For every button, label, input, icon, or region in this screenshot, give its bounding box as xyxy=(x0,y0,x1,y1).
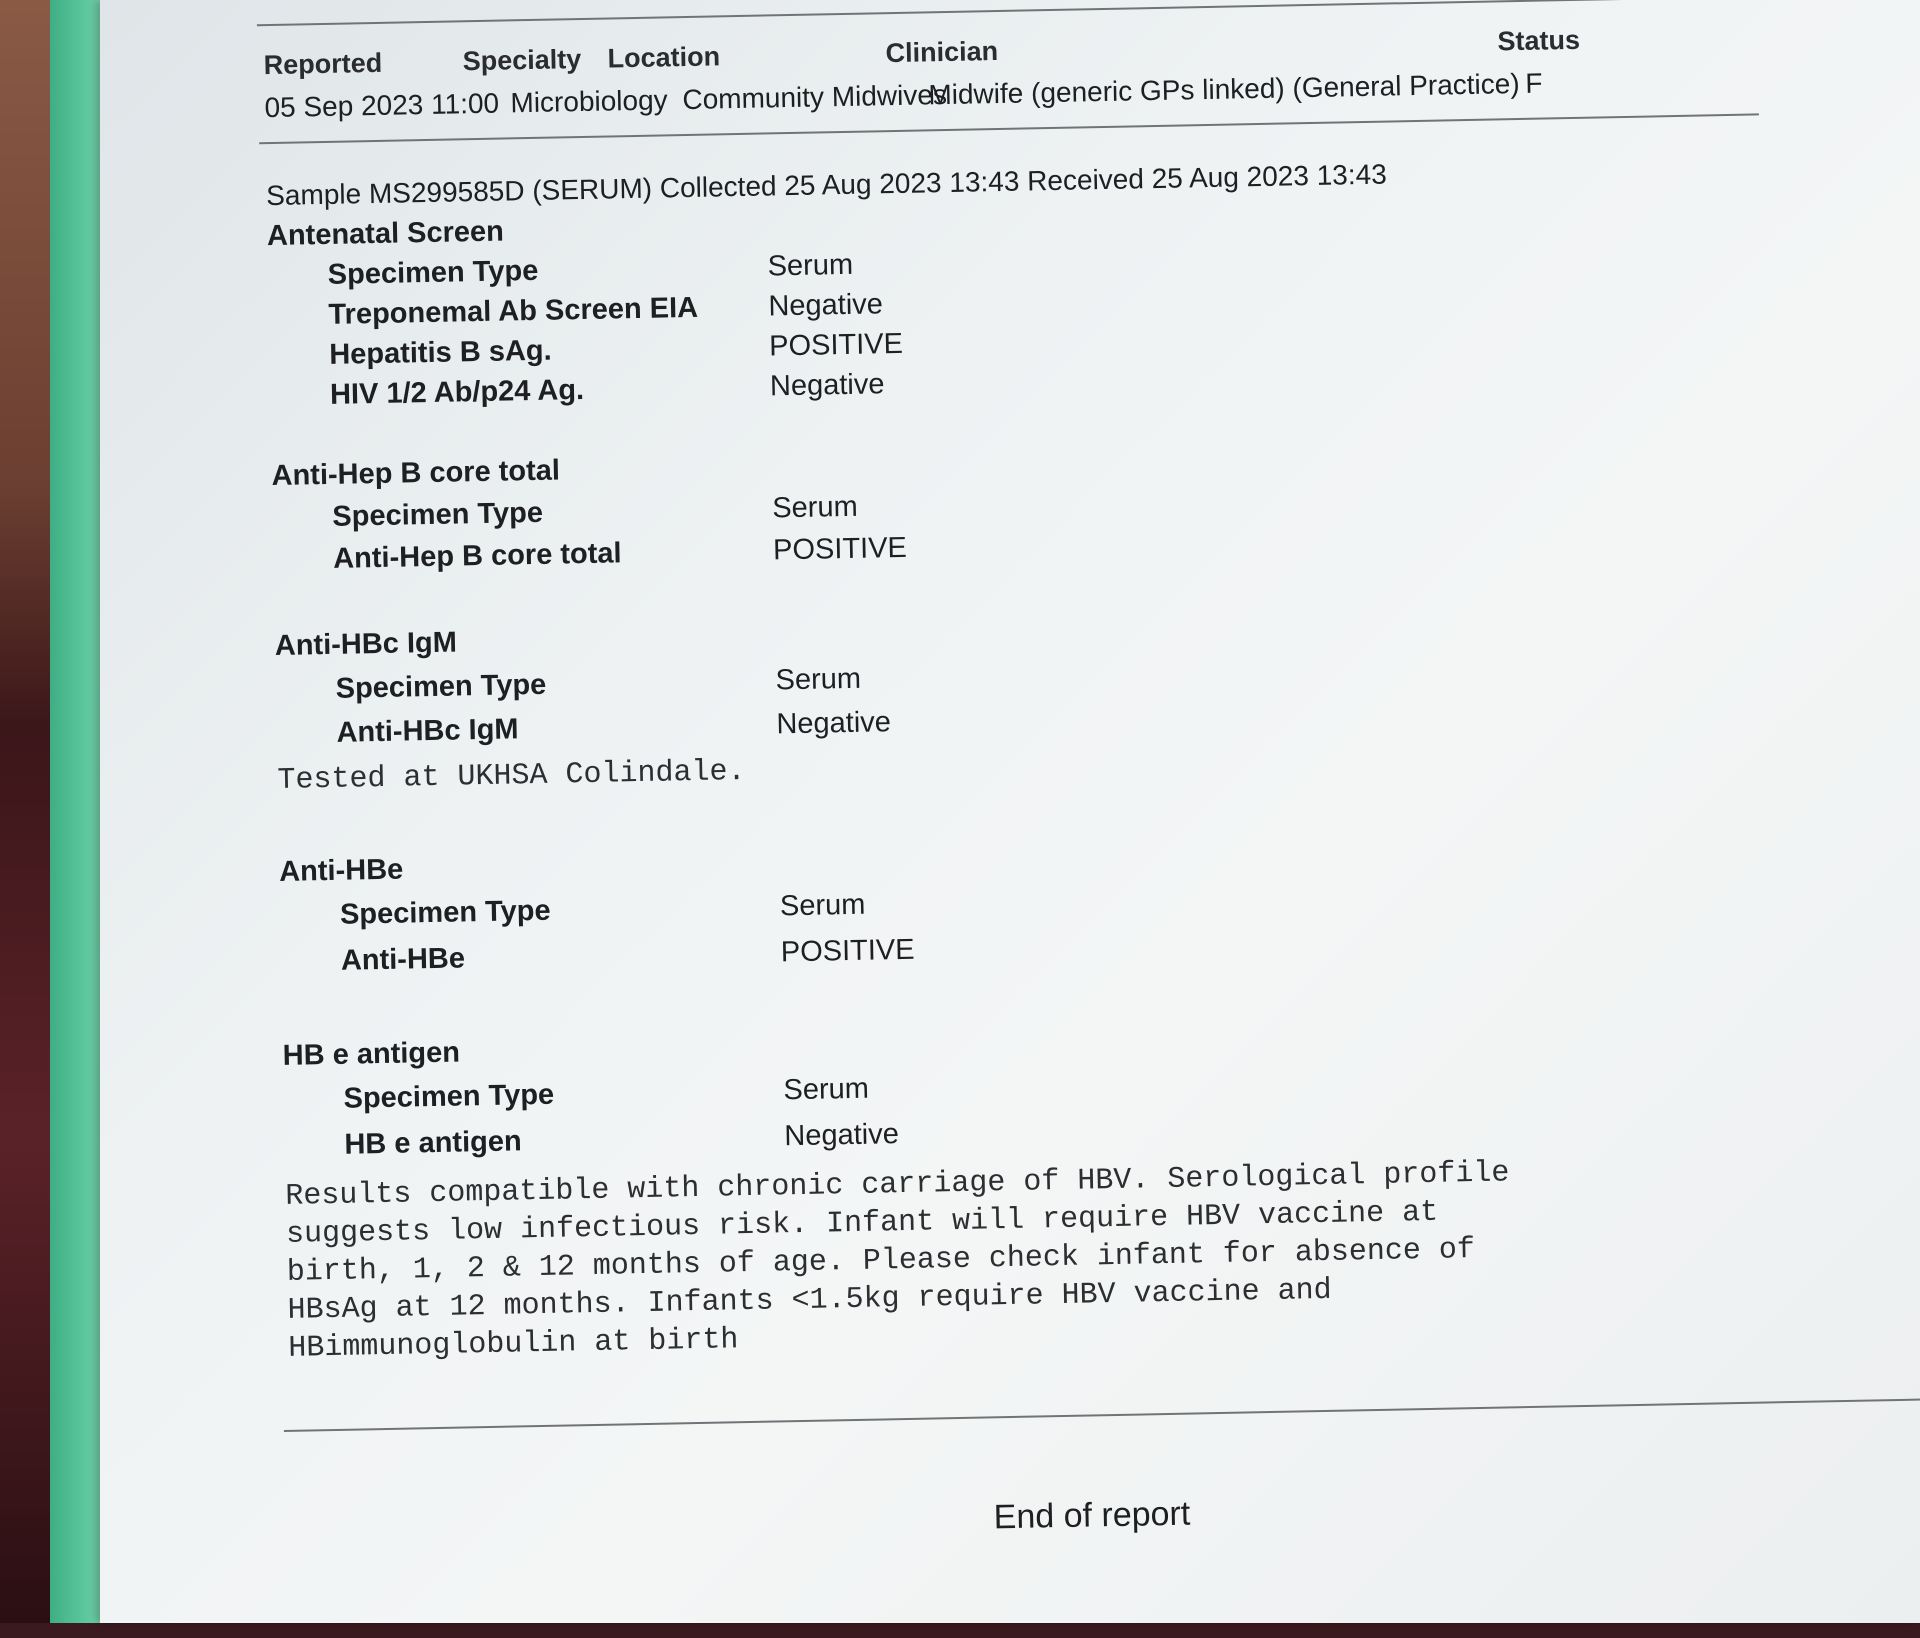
test-result: Serum xyxy=(775,662,862,697)
test-result: Negative xyxy=(768,288,884,323)
status-header: Status xyxy=(1497,24,1581,57)
test-result: Negative xyxy=(769,368,885,403)
test-label: Treponemal Ab Screen EIA xyxy=(328,291,699,331)
test-label: Anti-Hep B core total xyxy=(332,537,622,575)
top-rule xyxy=(257,0,1857,26)
test-label: Specimen Type xyxy=(332,496,544,533)
reported-header: Reported xyxy=(263,47,383,81)
clinician-value: Midwife (generic GPs linked) (General Practice) xyxy=(928,67,1520,111)
test-label: HB e antigen xyxy=(344,1125,522,1161)
sample-line: Sample MS299585D (SERUM) Collected 25 Aug 2023 13:43 Received 25 Aug 2023 13:43 xyxy=(265,158,1388,212)
test-label: Specimen Type xyxy=(335,668,547,705)
test-result: POSITIVE xyxy=(772,531,908,567)
section-title-anti-hbc-igm: Anti-HBc IgM xyxy=(274,626,458,662)
test-result: Serum xyxy=(783,1072,870,1107)
location-value: Community Midwives xyxy=(682,78,948,116)
test-result: POSITIVE xyxy=(768,327,904,363)
test-result: Serum xyxy=(771,490,859,525)
test-result: POSITIVE xyxy=(780,933,915,969)
test-result: Negative xyxy=(784,1118,900,1153)
test-result: Negative xyxy=(776,706,892,741)
test-label: Specimen Type xyxy=(339,894,551,931)
tested-at-note: Tested at UKHSA Colindale. xyxy=(277,754,746,798)
test-label: Specimen Type xyxy=(327,254,539,291)
end-of-report: End of report xyxy=(993,1494,1191,1537)
clinician-header: Clinician xyxy=(885,36,999,69)
test-result: Serum xyxy=(779,888,866,923)
test-label: HIV 1/2 Ab/p24 Ag. xyxy=(329,374,585,411)
bottom-rule xyxy=(284,1398,1920,1432)
report-content xyxy=(87,0,1920,1638)
interpretive-comment: Results compatible with chronic carriage of HBV. Serological profile suggests low infectious risk. Infant will require HBV vaccine at birth, 1, 2 & 12 months of age. Please check infant for absence of HBsAg at 12 months. Infants <1.5kg require HBV vaccine and HBimmunoglobulin at birth xyxy=(285,1156,1510,1366)
test-label: Hepatitis B sAg. xyxy=(328,334,552,371)
section-title-antenatal-screen: Antenatal Screen xyxy=(266,215,505,253)
section-title-anti-hep-b-core-total: Anti-Hep B core total xyxy=(271,454,561,493)
section-title-anti-hbe: Anti-HBe xyxy=(278,853,404,888)
test-label: Anti-HBc IgM xyxy=(336,713,519,749)
section-title-hb-e-antigen: HB e antigen xyxy=(282,1036,461,1072)
reported-value: 05 Sep 2023 11:00 xyxy=(264,87,500,124)
specialty-value: Microbiology xyxy=(510,84,668,119)
test-label: Anti-HBe xyxy=(340,942,466,977)
specialty-header: Specialty xyxy=(462,44,582,77)
report-paper xyxy=(100,0,1920,1623)
test-result: Serum xyxy=(767,248,854,283)
location-header: Location xyxy=(607,41,721,74)
test-label: Specimen Type xyxy=(343,1078,555,1115)
status-value: F xyxy=(1524,67,1543,99)
